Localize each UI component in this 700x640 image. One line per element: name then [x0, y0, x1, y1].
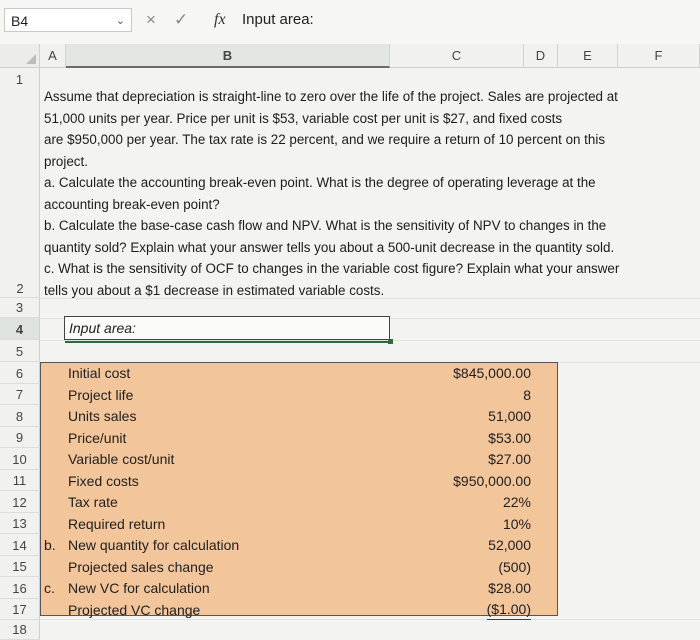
problem-line: a. Calculate the accounting break-even point. What is the degree of operating leverage at the [44, 175, 596, 190]
row-value: 22% [502, 494, 531, 510]
row-header-4[interactable]: 4 [0, 318, 40, 340]
table-row[interactable] [41, 449, 557, 471]
row-value: 51,000 [488, 408, 531, 424]
row-label: Projected sales change [68, 558, 214, 575]
row-value: $845,000.00 [453, 365, 531, 381]
row-header-1[interactable]: 1 [0, 68, 40, 298]
column-header-a[interactable]: A [40, 44, 66, 68]
row-label: Tax rate [68, 494, 118, 510]
input-area-cell[interactable]: Input area: [64, 316, 390, 340]
row-value: (500) [498, 558, 531, 575]
row-label: Fixed costs [68, 472, 139, 489]
row-value: $950,000.00 [453, 472, 531, 489]
row-header-5[interactable]: 5 [0, 340, 40, 362]
problem-line: quantity sold? Explain what your answer tells you about a 500-unit decrease in the quantity sold. [44, 239, 615, 255]
problem-line: Assume that depreciation is straight-line to zero over the life of the project. Sales are projected at [44, 89, 618, 104]
row-label: Required return [68, 515, 166, 532]
problem-statement-cell[interactable] [44, 86, 694, 301]
row-value: 8 [523, 386, 531, 403]
row-label: New quantity for calculation [68, 537, 240, 553]
cell-reference: B4 [11, 13, 29, 29]
row-value: $27.00 [488, 451, 531, 467]
table-row[interactable] [41, 471, 557, 493]
problem-line: c. What is the sensitivity of OCF to changes in the variable cost figure? Explain what your answer [44, 261, 620, 276]
table-row[interactable]: b. New quantity for calculation 52,000 [41, 535, 557, 557]
row-header-7[interactable]: 7 [0, 384, 40, 406]
table-row[interactable] [41, 557, 557, 579]
problem-line: tells you about a $1 decrease in estimated variable costs. [44, 282, 385, 298]
row-header-15[interactable]: 15 [0, 556, 40, 578]
formula-bar [0, 0, 700, 45]
row-label: Initial cost [68, 365, 131, 381]
input-table [40, 362, 558, 616]
problem-line: project. [44, 153, 88, 169]
table-row[interactable] [41, 514, 557, 536]
column-header-f[interactable]: F [618, 44, 700, 68]
problem-line: accounting break-even point? [44, 196, 220, 212]
row-header-18[interactable]: 18 [0, 620, 40, 640]
row-value: $53.00 [488, 429, 531, 446]
table-row[interactable] [41, 600, 557, 622]
table-row[interactable]: c. New VC for calculation $28.00 [41, 578, 557, 600]
name-box[interactable] [4, 8, 132, 32]
insert-function-icon[interactable]: fx [214, 11, 226, 28]
row-value: ($1.00) [487, 600, 531, 620]
table-row[interactable] [41, 428, 557, 450]
column-header-d[interactable]: D [524, 44, 558, 68]
row-label: Projected VC change [68, 601, 201, 618]
row-label: New VC for calculation [68, 580, 210, 596]
row-header-14[interactable]: 14 [0, 534, 40, 556]
enter-icon[interactable]: ✓ [174, 10, 189, 29]
row-header-17[interactable]: 17 [0, 599, 40, 621]
table-row[interactable] [41, 492, 557, 514]
row-header-11[interactable]: 11 [0, 470, 40, 492]
row-label: Variable cost/unit [68, 451, 175, 467]
table-row[interactable] [41, 406, 557, 428]
problem-line: b. Calculate the base-case cash flow and NPV. What is the sensitivity of NPV to changes in the [44, 218, 607, 233]
table-row[interactable] [41, 363, 557, 385]
problem-line: are $950,000 per year. The tax rate is 22 percent, and we require a return of 10 percent on this [44, 132, 606, 147]
row-label: Units sales [68, 408, 137, 424]
row-header-6[interactable]: 6 [0, 362, 40, 384]
row-header-13[interactable]: 13 [0, 513, 40, 535]
chevron-down-icon[interactable]: ⌄ [115, 15, 125, 27]
row-value: $28.00 [488, 580, 531, 596]
row-header-9[interactable]: 9 [0, 427, 40, 449]
row-header-2[interactable]: 2 [16, 281, 24, 296]
column-header-b[interactable]: B [66, 44, 390, 68]
row-header-10[interactable]: 10 [0, 448, 40, 470]
table-row[interactable] [41, 385, 557, 407]
row-value: 10% [502, 515, 531, 532]
select-all-corner[interactable] [0, 44, 40, 68]
problem-line: 51,000 units per year. Price per unit is $53, variable cost per unit is $27, and fixed costs [44, 110, 563, 126]
column-header-e[interactable]: E [558, 44, 618, 68]
formula-input[interactable]: Input area: [242, 11, 314, 28]
row-header-3[interactable]: 3 [0, 298, 40, 318]
row-value: 52,000 [488, 537, 531, 553]
row-header-8[interactable]: 8 [0, 405, 40, 427]
column-header-c[interactable]: C [390, 44, 524, 68]
row-header-12[interactable]: 12 [0, 491, 40, 513]
row-header-16[interactable]: 16 [0, 577, 40, 599]
row-label: Price/unit [68, 429, 127, 446]
cancel-icon[interactable]: × [146, 10, 156, 29]
row-label: Project life [68, 386, 134, 403]
